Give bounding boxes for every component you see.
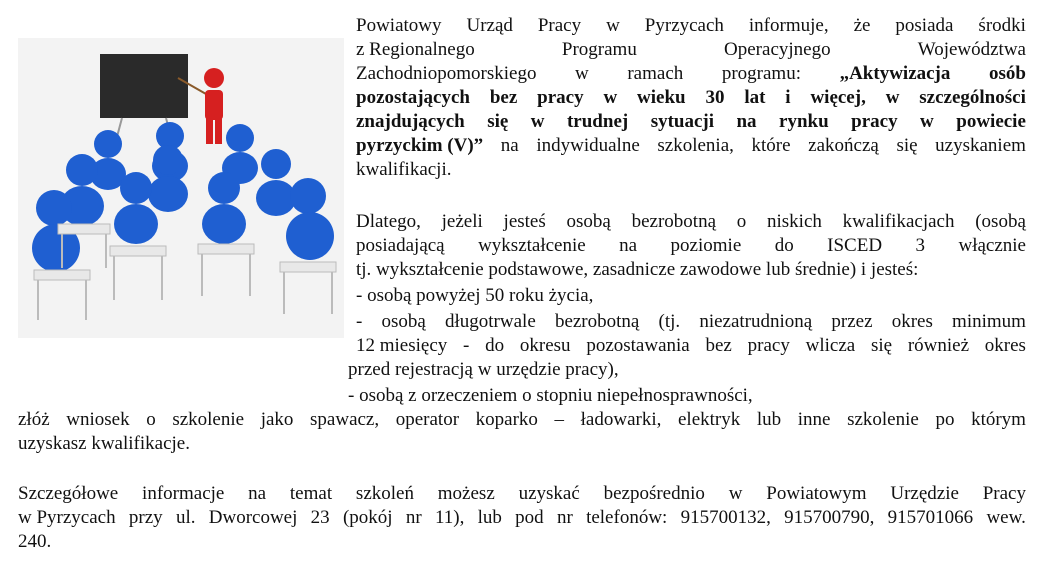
word: informacje: [142, 483, 225, 504]
word: na: [500, 135, 519, 156]
word: 11),: [434, 507, 465, 528]
word: wniosek: [66, 409, 130, 430]
word: szkolenia,: [657, 135, 734, 156]
p2-line6: [356, 334, 1026, 358]
bold-word: znajdujących: [356, 111, 465, 132]
bold-word: bez: [489, 87, 518, 108]
word: Województwa: [917, 39, 1026, 60]
word: do: [485, 335, 505, 356]
word: (pokój: [342, 507, 393, 528]
word: elektryk: [677, 409, 741, 430]
word: okres: [891, 311, 933, 332]
word: -: [463, 335, 470, 356]
student-figures: [32, 122, 334, 272]
p3-line3: 240.: [18, 531, 52, 552]
word: Dlatego,: [356, 211, 421, 232]
p1-line5: [356, 110, 1026, 134]
word: kwalifikacjach: [842, 211, 955, 232]
word: osobą: [566, 211, 611, 232]
word: 915700790,: [784, 507, 875, 528]
word: w Pyrzycach: [18, 507, 116, 528]
classroom-illustration: [18, 38, 344, 338]
bold-word: szczególności: [919, 87, 1026, 108]
word: 3: [915, 235, 926, 256]
word: o: [146, 409, 156, 430]
bold-word: w: [530, 111, 545, 132]
word: wew.: [986, 507, 1026, 528]
bold-word: w: [603, 87, 618, 108]
word: pozostawania: [586, 335, 690, 356]
word: niezatrudnioną: [699, 311, 813, 332]
p1-line3: [356, 62, 1026, 86]
blackboard: [100, 54, 188, 118]
classroom-image: [18, 38, 344, 338]
word: ul.: [175, 507, 196, 528]
word: informuje,: [748, 15, 829, 36]
word: indywidualne: [536, 135, 640, 156]
word: Urząd: [466, 15, 513, 36]
word: szkoleń: [355, 483, 414, 504]
word: się: [870, 335, 893, 356]
p2-line2: [356, 234, 1026, 258]
word: Powiatowym: [766, 483, 867, 504]
word: w: [606, 15, 620, 36]
word: na: [619, 235, 638, 256]
bold-word: pozostających: [356, 87, 470, 108]
word: koparko: [475, 409, 538, 430]
p2-line3: tj. wykształcenie podstawowe, zasadnicze zawodowe lub średnie) i jesteś:: [356, 259, 919, 280]
word: nr: [556, 507, 573, 528]
word: minimum: [952, 311, 1026, 332]
bold-word: osób: [988, 63, 1026, 84]
bold-word: lat: [744, 87, 766, 108]
word: Szczegółowe: [18, 483, 119, 504]
word: okresu: [519, 335, 571, 356]
bold-word: powiecie: [956, 111, 1026, 132]
p3-line1: [18, 482, 1026, 506]
bold-word: pracy: [537, 87, 584, 108]
word: jesteś: [503, 211, 546, 232]
bold-phrase: pyrzyckim (V)”: [356, 135, 484, 156]
word: spawacz,: [310, 409, 380, 430]
word: Pyrzycach: [644, 15, 724, 36]
word: włącznie: [958, 235, 1026, 256]
word: wlicza: [805, 335, 856, 356]
word: Dworcowej: [208, 507, 298, 528]
word: uzyskać: [518, 483, 580, 504]
word: którym: [971, 409, 1026, 430]
word: szkolenie: [847, 409, 919, 430]
word: 915700132,: [680, 507, 771, 528]
teacher-figure: [204, 68, 224, 144]
bold-word: i: [785, 87, 791, 108]
word: (osobą: [975, 211, 1026, 232]
word: lub: [477, 507, 502, 528]
word: Operacyjnego: [724, 39, 831, 60]
word: wykształcenie: [478, 235, 586, 256]
word: ISCED: [827, 235, 883, 256]
word: posiada: [895, 15, 954, 36]
p1-line2: [356, 38, 1026, 62]
word: Pracy: [537, 15, 582, 36]
p1-line7: kwalifikacji.: [356, 159, 452, 180]
word: niskich: [767, 211, 822, 232]
word: 23: [310, 507, 330, 528]
word: ramach: [627, 63, 684, 84]
word: długotrwale: [445, 311, 536, 332]
word: zakończą: [808, 135, 879, 156]
word: po: [935, 409, 955, 430]
word: Urzędzie: [890, 483, 959, 504]
word: również: [907, 335, 970, 356]
p2-line1: [356, 210, 1026, 234]
p2-bullet-disability: - osobą z orzeczeniem o stopniu niepełnosprawności,: [348, 385, 753, 406]
word: osobą: [381, 311, 426, 332]
word: szkolenie: [172, 409, 245, 430]
word: bez: [705, 335, 732, 356]
word: poziomie: [670, 235, 742, 256]
bold-word: więcej,: [810, 87, 866, 108]
word: okres: [984, 335, 1026, 356]
word: się: [896, 135, 918, 156]
bold-word: w: [885, 87, 900, 108]
p2-line10: uzyskasz kwalifikacje.: [18, 433, 190, 454]
word: z Regionalnego: [356, 39, 475, 60]
bold-word: pracy: [851, 111, 898, 132]
word: 12 miesięcy: [356, 335, 448, 356]
p2-line7: przed rejestracją w urzędzie pracy),: [348, 359, 619, 380]
p1-line6: [356, 134, 1026, 158]
word: programu:: [721, 63, 801, 84]
bold-word: wieku: [637, 87, 686, 108]
word: o: [736, 211, 747, 232]
bold-word: „Aktywizacja: [839, 63, 951, 84]
word: pracy: [747, 335, 790, 356]
bold-word: 30: [705, 87, 725, 108]
word: operator: [395, 409, 460, 430]
bold-word: na: [736, 111, 757, 132]
word: Powiatowy: [356, 15, 442, 36]
bold-word: sytuacji: [650, 111, 715, 132]
word: ładowarki,: [580, 409, 662, 430]
word: możesz: [437, 483, 495, 504]
word: nr: [405, 507, 422, 528]
bold-word: w: [920, 111, 934, 132]
bold-word: rynku: [779, 111, 829, 132]
p1-line4: [356, 86, 1026, 110]
word: Zachodniopomorskiego: [356, 63, 537, 84]
word: lub: [756, 409, 782, 430]
word: posiadającą: [356, 235, 445, 256]
word: Programu: [561, 39, 637, 60]
word: w: [728, 483, 743, 504]
p2-line9: [18, 408, 1026, 432]
word: bezpośrednio: [603, 483, 705, 504]
p1-line1: [356, 14, 1026, 38]
p3-line2: [18, 506, 1026, 530]
word: środki: [978, 15, 1026, 36]
word: uzyskaniem: [935, 135, 1026, 156]
word: złóż: [18, 409, 50, 430]
word: (tj.: [658, 311, 681, 332]
word: temat: [289, 483, 333, 504]
word: -: [356, 311, 363, 332]
word: –: [554, 409, 565, 430]
word: pod: [515, 507, 544, 528]
word: inne: [797, 409, 831, 430]
word: które: [751, 135, 791, 156]
word: bezrobotną: [631, 211, 716, 232]
word: bezrobotną: [554, 311, 640, 332]
word: jako: [260, 409, 294, 430]
word: telefonów:: [586, 507, 668, 528]
word: Pracy: [982, 483, 1026, 504]
word: przez: [831, 311, 873, 332]
bold-word: trudnej: [566, 111, 629, 132]
word: jeżeli: [441, 211, 483, 232]
word: do: [774, 235, 794, 256]
p2-bullet-age: - osobą powyżej 50 roku życia,: [356, 285, 594, 306]
word: na: [248, 483, 267, 504]
word: że: [853, 15, 871, 36]
word: przy: [128, 507, 163, 528]
word: w: [575, 63, 589, 84]
bold-word: się: [487, 111, 509, 132]
p2-bullet-longterm: [356, 310, 1026, 334]
word: 915701066: [887, 507, 974, 528]
